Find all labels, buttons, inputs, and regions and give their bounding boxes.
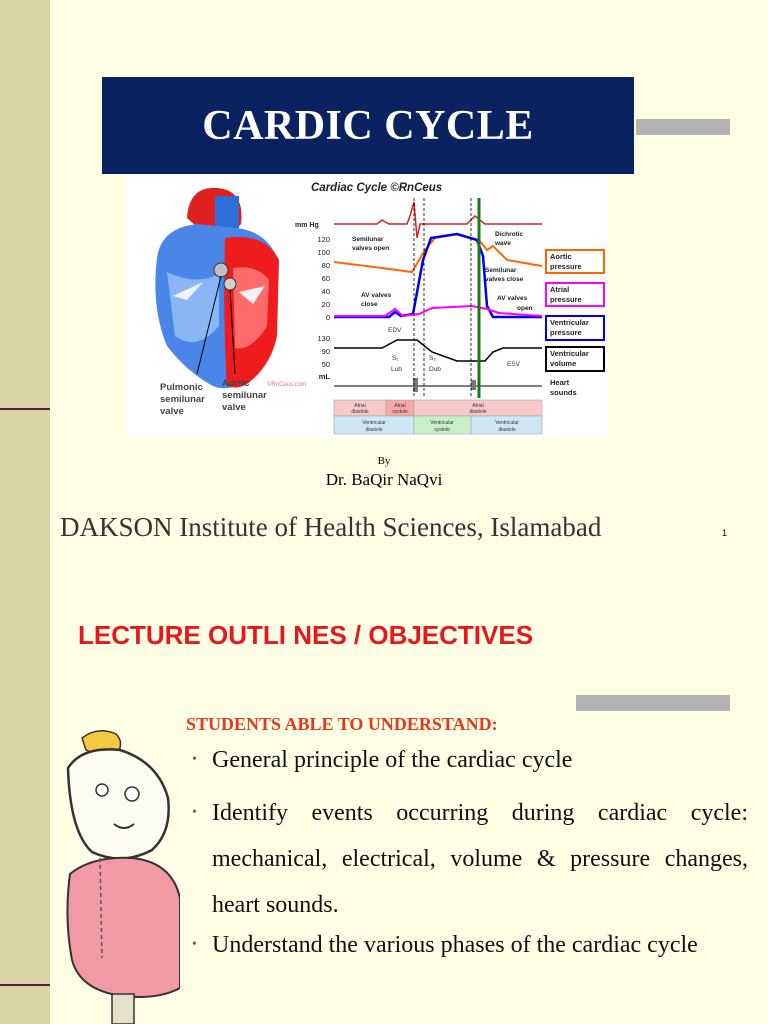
phase-vent-diastole2-1: Ventricular: [495, 420, 519, 426]
label-dichrotic-2: wave: [495, 240, 511, 247]
legend-ventricular-2: pressure: [550, 328, 582, 337]
tick-80: 80: [321, 261, 330, 270]
label-esv: ESV: [507, 361, 521, 368]
volume-unit: mL: [318, 372, 330, 381]
page-number: 1: [722, 528, 728, 538]
label-semilunar-close-1: Semilunar: [485, 267, 517, 274]
label-av-open-1: AV valves: [497, 295, 528, 302]
pressure-unit: mm Hg: [295, 222, 319, 229]
left-divider-line: [0, 408, 50, 410]
pulmonic-label-3: valve: [160, 406, 184, 417]
phase-vent-diastole-2: diastole: [365, 427, 383, 433]
label-av-close-1: AV valves: [361, 292, 392, 299]
tick-120: 120: [317, 235, 330, 244]
legend-volume-1: Ventricular: [550, 349, 589, 358]
phase-vent-systole-1: Ventricular: [430, 420, 454, 426]
label-av-open-2: open: [517, 305, 533, 312]
label-semilunar-open-1: Semilunar: [352, 236, 384, 243]
label-semilunar-open-2: valves open: [352, 245, 390, 252]
cardiac-cycle-diagram: [127, 176, 608, 438]
gray-accent-bar: [636, 119, 730, 135]
aortic-valve-label-1: Aortic: [222, 378, 250, 389]
left-divider-line: [0, 984, 50, 986]
phase-atrial-diastole-1: Atrial: [354, 403, 366, 409]
tick-20: 20: [321, 300, 330, 309]
s2-sound-mark: [471, 380, 476, 390]
tick-60: 60: [321, 274, 330, 283]
phase-table: [334, 400, 542, 434]
students-subheading: STUDENTS ABLE TO UNDERSTAND:: [186, 714, 498, 734]
legend-atrial-1: Atrial: [550, 285, 570, 294]
phase-atrial-diastole2-2: diastole: [469, 409, 487, 415]
institute-name: DAKSON Institute of Health Sciences, Islamabad: [60, 512, 602, 542]
legend-aortic-2: pressure: [550, 262, 582, 271]
watermark: ©RnCeus.com: [267, 382, 307, 388]
tick-50: 50: [321, 360, 330, 369]
author-name: Dr. BaQir NaQvi: [325, 470, 443, 489]
pulmonic-label-1: Pulmonic: [160, 382, 203, 393]
gray-accent-bar: [576, 695, 730, 711]
bullet-dot-icon: •: [192, 805, 197, 820]
phase-atrial-diastole-2: diastole: [351, 409, 369, 415]
figure-title: Cardiac Cycle ©RnCeus: [311, 182, 443, 194]
ventricular-volume-trace: [334, 340, 542, 361]
bullet-dot-icon: •: [192, 752, 197, 767]
by-label: By: [377, 455, 391, 467]
phase-atrial-diastole2-1: Atrial: [472, 403, 484, 409]
legend-heart-1: Heart: [550, 378, 570, 387]
legend-volume-2: volume: [550, 359, 577, 368]
bullet-dot-icon: •: [192, 937, 197, 952]
tick-90: 90: [321, 347, 330, 356]
lecture-heading: LECTURE OUTLI NES / OBJECTIVES: [78, 620, 534, 650]
label-av-close-2: close: [361, 301, 378, 308]
legend-aortic-1: Aortic: [550, 252, 572, 261]
left-accent-bar: [0, 576, 50, 1024]
legend-ventricular-1: Ventricular: [550, 318, 589, 327]
objectives-list: [190, 744, 748, 960]
cardiac-cycle-figure: [127, 176, 608, 438]
heart-illustration: [155, 188, 279, 388]
tick-0: 0: [325, 313, 330, 322]
legend-heart-2: sounds: [550, 388, 577, 397]
label-dichrotic-1: Dichrotic: [495, 231, 524, 238]
objective-item: [190, 790, 748, 928]
label-s2: S₂: [429, 355, 436, 362]
objective-text: General principle of the cardiac cycle: [212, 747, 573, 773]
objective-text: Understand the various phases of the cardiac cycle: [212, 932, 698, 958]
tick-100: 100: [317, 248, 330, 257]
phase-atrial-systole-1: Atrial: [394, 403, 406, 409]
phase-vent-diastole-1: Ventricular: [362, 420, 386, 426]
phase-vent-systole-2: systole: [434, 427, 450, 433]
legend-atrial-2: pressure: [550, 295, 582, 304]
label-semilunar-close-2: valves close: [485, 276, 524, 283]
tick-130: 130: [317, 334, 330, 343]
label-s1: S₁: [392, 355, 399, 362]
label-edv: EDV: [388, 327, 402, 334]
label-lub: Lub: [391, 366, 402, 373]
objective-text: Identify events occurring during cardiac cycle: mechanical, electrical, volume & pressure changes, heart sounds.: [212, 800, 748, 918]
title-box: [102, 77, 634, 174]
pulmonic-label-2: semilunar: [160, 394, 205, 405]
objectives-slide: [0, 576, 768, 1024]
tick-40: 40: [321, 287, 330, 296]
aortic-valve-label-2: semilunar: [222, 390, 267, 401]
phase-atrial-systole-2: systole: [392, 409, 408, 415]
aortic-valve-label-3: valve: [222, 402, 246, 413]
slide-title: CARDIC CYCLE: [202, 102, 534, 149]
phase-vent-diastole2-2: diastole: [498, 427, 516, 433]
label-dub: Dub: [429, 366, 441, 373]
cartoon-character-image: [62, 728, 180, 1024]
objective-item: [190, 744, 748, 776]
objective-item: [190, 930, 748, 960]
